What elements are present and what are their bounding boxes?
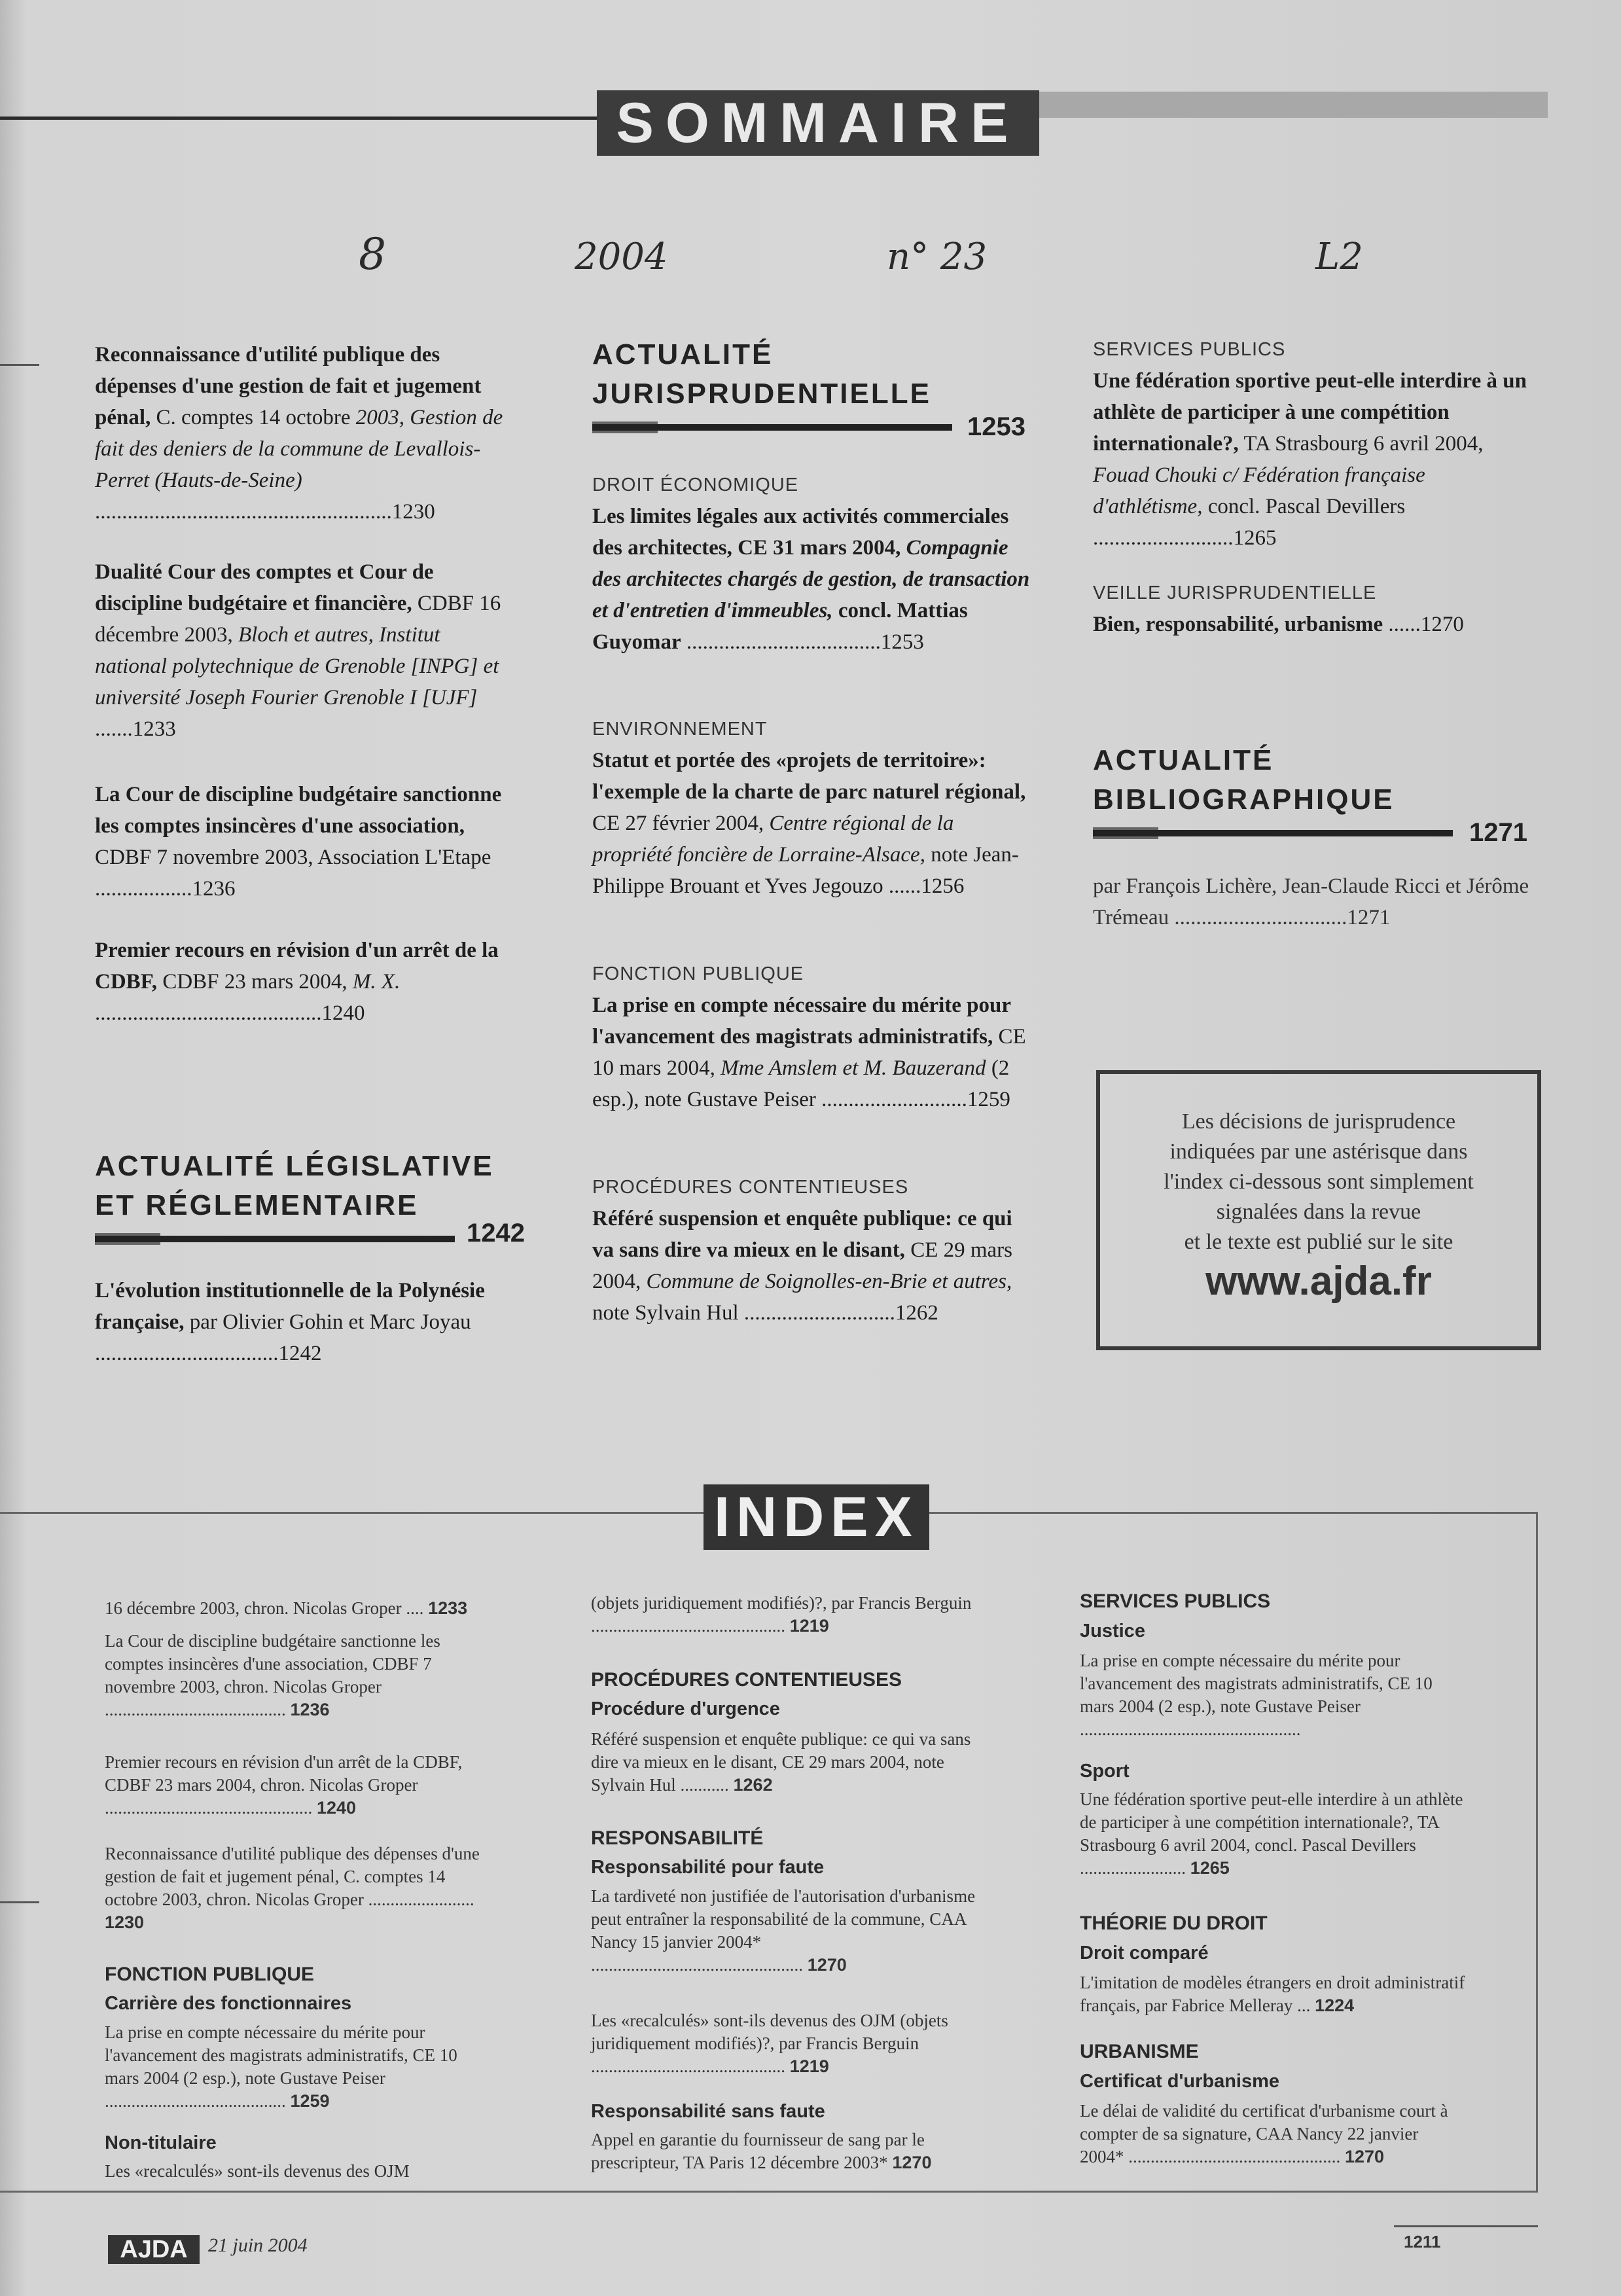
index-entry[interactable]: La Cour de discipline budgétaire sanctionne les comptes insincères d'une association, CDBF 7 novembre 2003, chron. Nicolas Groper ......................................... 1236 [105,1631,440,1719]
index-entry[interactable]: Le délai de validité du certificat d'urbanisme court à compter de sa signature, CAA Nancy 22 janvier 2004* ................................................ 1270 [1080,2101,1448,2166]
index-subheading: Carrière des fonctionnaires [105,1993,352,2014]
category-label: ENVIRONNEMENT [592,719,768,740]
toc-entry[interactable]: Statut et portée des «projets de territoire»: l'exemple de la charte de parc naturel régional, CE 27 février 2004, Centre régional de la propriété foncière de Lorraine-Alsace, note Jean-Philippe Brouant et Yves Jegouzo ......1256 [592,749,1026,898]
index-heading: PROCÉDURES CONTENTIEUSES [591,1669,902,1691]
toc-entry[interactable]: L'évolution institutionnelle de la Polynésie française, par Olivier Gohin et Marc Joyau ..................................1242 [95,1279,485,1365]
section-bar [1093,830,1453,836]
ajda-logo: AJDA [108,2235,200,2264]
footer-rule [1394,2225,1538,2227]
toc-entry[interactable]: La Cour de discipline budgétaire sanctionne les comptes insincères d'une association, CDBF 7 novembre 2003, Association L'Etape ..................1236 [95,783,502,901]
info-box: Les décisions de jurisprudence indiquées par une astérisque dans l'index ci-dessous sont simplement signalées dans la revue et le texte est publié sur le site www.ajda.fr [1096,1070,1541,1350]
index-entry[interactable]: (objets juridiquement modifiés)?, par Francis Berguin ............................................ 1219 [591,1593,972,1636]
index-entry[interactable]: Reconnaissance d'utilité publique des dépenses d'une gestion de fait et jugement pénal, C. comptes 14 octobre 2003, chron. Nicolas Groper ........................ 1230 [105,1844,480,1932]
header-rule [0,117,602,120]
category-label: DROIT ÉCONOMIQUE [592,475,799,495]
section-page: 1271 [1469,818,1527,847]
index-entry[interactable]: Premier recours en révision d'un arrêt de la CDBF, CDBF 23 mars 2004, chron. Nicolas Groper ............................................... 1240 [105,1752,463,1818]
index-subheading: Responsabilité sans faute [591,2101,825,2122]
toc-entry[interactable]: Référé suspension et enquête publique: ce qui va sans dire va mieux en le disant, CE 29 mars 2004, Commune de Soignolles-en-Brie et autres, note Sylvain Hul ............................1262 [592,1207,1013,1325]
index-heading: RESPONSABILITÉ [591,1827,764,1849]
index-entry[interactable]: Référé suspension et enquête publique: ce qui va sans dire va mieux en le disant, CE 29 mars 2004, note Sylvain Hul ........... 1262 [591,1729,971,1795]
index-subheading: Justice [1080,1621,1145,1641]
category-label: FONCTION PUBLIQUE [592,963,804,984]
hand-note-2: 2004 [575,236,668,278]
index-heading: SERVICES PUBLICS [1080,1590,1271,1612]
index-heading: URBANISME [1080,2041,1199,2062]
section-bar [592,424,952,431]
toc-entry[interactable]: Dualité Cour des comptes et Cour de discipline budgétaire et financière, CDBF 16 décembre 2003, Bloch et autres, Institut national polytechnique de Grenoble [INPG] et université Joseph Fourier Grenoble I [UJF] .......1233 [95,560,501,741]
index-entry[interactable]: Les «recalculés» sont-ils devenus des OJM [105,2161,410,2181]
index-heading: THÉORIE DU DROIT [1080,1912,1268,1934]
section-bar [95,1236,455,1242]
margin-tick [0,364,39,366]
section-title-jurisprudence: ACTUALITÉ JURISPRUDENTIELLE [592,338,931,410]
toc-entry[interactable]: Premier recours en révision d'un arrêt de la CDBF, CDBF 23 mars 2004, M. X. ..........................................1240 [95,939,499,1025]
index-entry[interactable]: La prise en compte nécessaire du mérite pour l'avancement des magistrats administratifs, CE 10 mars 2004 (2 esp.), note Gustave Peiser ......................................... 1259 [105,2022,457,2111]
index-entry[interactable]: L'imitation de modèles étrangers en droit administratif français, par Fabrice Melleray ... 1224 [1080,1973,1465,2015]
index-entry[interactable]: 16 décembre 2003, chron. Nicolas Groper .... 1233 [105,1598,468,1618]
page-number: 1211 [1404,2232,1441,2251]
index-subheading: Non-titulaire [105,2132,217,2153]
toc-entry[interactable]: Les limites légales aux activités commerciales des architectes, CE 31 mars 2004, Compagnie des architectes chargés de gestion, de transaction et d'entretien d'immeubles, concl. Mattias Guyomar ....................................1253 [592,505,1030,654]
site-link[interactable]: www.ajda.fr [1205,1259,1432,1304]
toc-entry[interactable]: Bien, responsabilité, urbanisme ......1270 [1093,613,1464,636]
toc-entry[interactable]: Reconnaissance d'utilité publique des dépenses d'une gestion de fait et jugement pénal, C. comptes 14 octobre 2003, Gestion de fait des deniers de la commune de Levallois-Perret (Hauts-de-Seine) .......................................................1230 [95,343,503,524]
index-subheading: Procédure d'urgence [591,1698,780,1719]
category-label: PROCÉDURES CONTENTIEUSES [592,1177,909,1198]
issue-date: 21 juin 2004 [208,2234,308,2256]
sommaire-title: SOMMAIRE [597,90,1039,156]
index-subheading: Droit comparé [1080,1943,1209,1964]
hand-note-1: 8 [359,229,386,279]
section-page: 1242 [467,1219,525,1247]
index-entry[interactable]: La prise en compte nécessaire du mérite pour l'avancement des magistrats administratifs, CE 10 mars 2004 (2 esp.), note Gustave Peiser .................................................. [1080,1651,1433,1739]
section-page: 1253 [967,412,1025,441]
hand-note-3: n° 23 [887,236,988,278]
toc-entry[interactable]: La prise en compte nécessaire du mérite pour l'avancement des magistrats administratifs, CE 10 mars 2004, Mme Amslem et M. Bauzerand (2 esp.), note Gustave Peiser ...........................1259 [592,994,1026,1111]
toc-entry[interactable]: par François Lichère, Jean-Claude Ricci et Jérôme Trémeau ................................1271 [1093,874,1529,929]
index-title: INDEX [704,1484,929,1550]
index-heading: FONCTION PUBLIQUE [105,1964,314,1985]
index-entry[interactable]: Les «recalculés» sont-ils devenus des OJM (objets juridiquement modifiés)?, par Francis Berguin ............................................ 1219 [591,2011,948,2076]
index-subheading: Responsabilité pour faute [591,1857,825,1878]
index-subheading: Certificat d'urbanisme [1080,2071,1280,2092]
section-title-legislative: ACTUALITÉ LÉGISLATIVE ET RÉGLEMENTAIRE [95,1150,494,1221]
index-entry[interactable]: Appel en garantie du fournisseur de sang par le prescripteur, TA Paris 12 décembre 2003* 1270 [591,2130,932,2172]
index-subheading: Sport [1080,1761,1130,1782]
index-entry[interactable]: La tardiveté non justifiée de l'autorisation d'urbanisme peut entraîner la responsabilité de la commune, CAA Nancy 15 janvier 2004* ................................................ 1270 [591,1886,976,1975]
toc-entry[interactable]: Une fédération sportive peut-elle interdire à un athlète de participer à une compétition internationale?, TA Strasbourg 6 avril 2004, Fouad Chouki c/ Fédération française d'athlétisme, concl. Pascal Devillers ..........................1265 [1093,369,1527,550]
category-label: VEILLE JURISPRUDENTIELLE [1093,583,1377,603]
section-title-bibliography: ACTUALITÉ BIBLIOGRAPHIQUE [1093,744,1395,816]
index-entry[interactable]: Une fédération sportive peut-elle interdire à un athlète de participer à une compétition internationale?, TA Strasbourg 6 avril 2004, concl. Pascal Devillers ........................ 1265 [1080,1789,1463,1878]
hand-note-4: L2 [1315,236,1363,278]
category-label: SERVICES PUBLICS [1093,339,1286,360]
header-band [1037,92,1548,118]
